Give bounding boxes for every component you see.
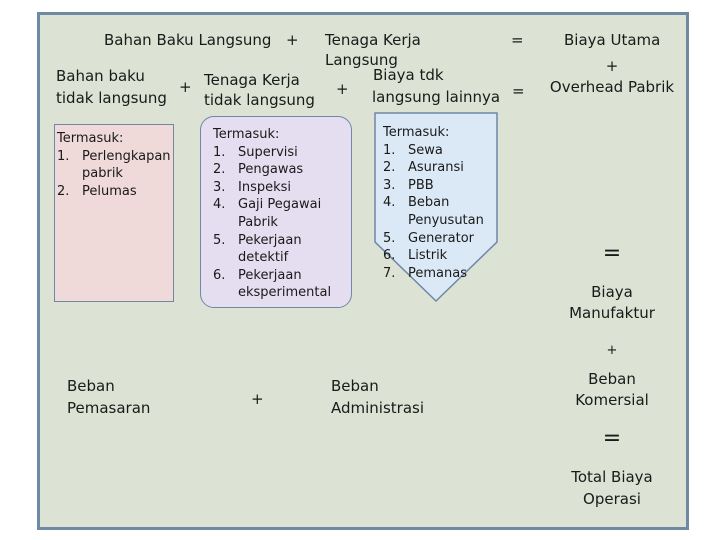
plus-sign: + bbox=[179, 78, 192, 96]
list-item-number: 1. bbox=[213, 144, 226, 160]
label-biaya-tidak-langsung-lainnya-1: Biaya tdk bbox=[373, 66, 444, 84]
list-item-text: Sewa bbox=[408, 142, 443, 158]
list-item-text: Pelumas bbox=[82, 183, 137, 199]
label-tenaga-kerja-tidak-langsung-1: Tenaga Kerja bbox=[204, 71, 300, 89]
list-item bbox=[213, 161, 349, 179]
list-item bbox=[57, 148, 170, 183]
list-item-number: 7. bbox=[383, 265, 396, 281]
list-item-text: Beban Penyusutan bbox=[408, 195, 484, 228]
list-item-number: 6. bbox=[383, 248, 396, 264]
list-item-text: Pengawas bbox=[238, 162, 304, 178]
plus-sign: + bbox=[605, 57, 619, 75]
label-bahan-baku-langsung: Bahan Baku Langsung bbox=[104, 31, 272, 49]
list-item-text: Inspeksi bbox=[238, 179, 292, 195]
list-item-number: 5. bbox=[213, 232, 226, 248]
list-item bbox=[383, 142, 491, 160]
plus-sign: + bbox=[336, 80, 349, 98]
label-biaya-tidak-langsung-lainnya-2: langsung lainnya bbox=[372, 88, 501, 106]
list-item-text: Gaji Pegawai Pabrik bbox=[238, 197, 322, 230]
list-item-number: 1. bbox=[57, 148, 70, 164]
label-bahan-baku-tidak-langsung-1: Bahan baku bbox=[56, 67, 145, 85]
label-tenaga-kerja-langsung-1: Tenaga Kerja bbox=[325, 31, 421, 49]
list-item-text: Pemanas bbox=[408, 265, 467, 281]
list-item-number: 2. bbox=[213, 162, 226, 178]
list-item-text: Perlengkapan pabrik bbox=[82, 148, 171, 182]
list-item-number: 3. bbox=[383, 177, 396, 193]
equals-sign: = bbox=[512, 82, 525, 100]
list-item-number: 3. bbox=[213, 179, 226, 195]
list-bahan-baku-tidak-langsung bbox=[57, 130, 170, 200]
label-bahan-baku-tidak-langsung-2: tidak langsung bbox=[56, 89, 167, 107]
label-beban-pemasaran-2: Pemasaran bbox=[67, 399, 151, 417]
list-item-text: PBB bbox=[408, 177, 434, 193]
list-heading: Termasuk: bbox=[213, 127, 280, 142]
list-item bbox=[57, 183, 170, 201]
list-heading: Termasuk: bbox=[383, 125, 450, 140]
plus-sign: + bbox=[606, 343, 618, 358]
equals-sign: = bbox=[602, 426, 622, 451]
list-heading: Termasuk: bbox=[57, 131, 124, 146]
list-item-text: Pekerjaan detektif bbox=[238, 232, 302, 266]
list-item bbox=[383, 230, 491, 248]
label-biaya-utama: Biaya Utama bbox=[564, 31, 661, 49]
box-bahan-baku-tidak-langsung bbox=[54, 124, 174, 302]
label-tenaga-kerja-tidak-langsung-2: tidak langsung bbox=[204, 91, 315, 109]
list-item bbox=[383, 159, 491, 177]
list-item-number: 4. bbox=[383, 195, 396, 211]
list-item-number: 2. bbox=[383, 160, 396, 176]
list-item-number: 1. bbox=[383, 142, 396, 158]
list-item bbox=[383, 177, 491, 195]
list-item-text: Listrik bbox=[408, 248, 448, 264]
list-item bbox=[213, 179, 349, 197]
list-item bbox=[213, 196, 349, 231]
label-biaya-manufaktur-2: Manufaktur bbox=[569, 304, 655, 322]
list-item-text: Supervisi bbox=[238, 144, 298, 160]
list-item-text: Pekerjaan eksperimental bbox=[238, 267, 332, 301]
list-item bbox=[213, 267, 349, 302]
label-beban-komersial-2: Komersial bbox=[575, 391, 649, 409]
equals-sign: = bbox=[511, 31, 524, 49]
equals-sign: = bbox=[602, 241, 622, 266]
list-item-text: Asuransi bbox=[408, 160, 464, 176]
list-item-number: 4. bbox=[213, 197, 226, 213]
label-total-biaya-operasi-1: Total Biaya bbox=[571, 468, 653, 486]
list-biaya-tidak-langsung-lainnya bbox=[383, 124, 491, 282]
box-tenaga-kerja-tidak-langsung bbox=[200, 116, 352, 308]
label-beban-komersial-1: Beban bbox=[588, 370, 636, 388]
label-total-biaya-operasi-2: Operasi bbox=[583, 490, 641, 508]
list-item-number: 2. bbox=[57, 183, 70, 199]
plus-sign: + bbox=[251, 390, 264, 408]
list-tenaga-kerja-tidak-langsung bbox=[213, 126, 349, 302]
plus-sign: + bbox=[286, 31, 299, 49]
label-biaya-manufaktur-1: Biaya bbox=[591, 283, 633, 301]
label-overhead-pabrik: Overhead Pabrik bbox=[549, 78, 675, 96]
label-beban-administrasi-2: Administrasi bbox=[331, 399, 425, 417]
list-item bbox=[383, 265, 491, 283]
list-item-text: Generator bbox=[408, 230, 475, 246]
label-beban-pemasaran-1: Beban bbox=[67, 377, 115, 395]
list-item bbox=[383, 247, 491, 265]
list-item bbox=[213, 232, 349, 267]
label-tenaga-kerja-langsung-2: Langsung bbox=[325, 51, 398, 69]
list-item bbox=[383, 194, 491, 229]
list-item-number: 5. bbox=[383, 230, 396, 246]
list-item bbox=[213, 144, 349, 162]
list-item-number: 6. bbox=[213, 267, 226, 283]
label-beban-administrasi-1: Beban bbox=[331, 377, 379, 395]
